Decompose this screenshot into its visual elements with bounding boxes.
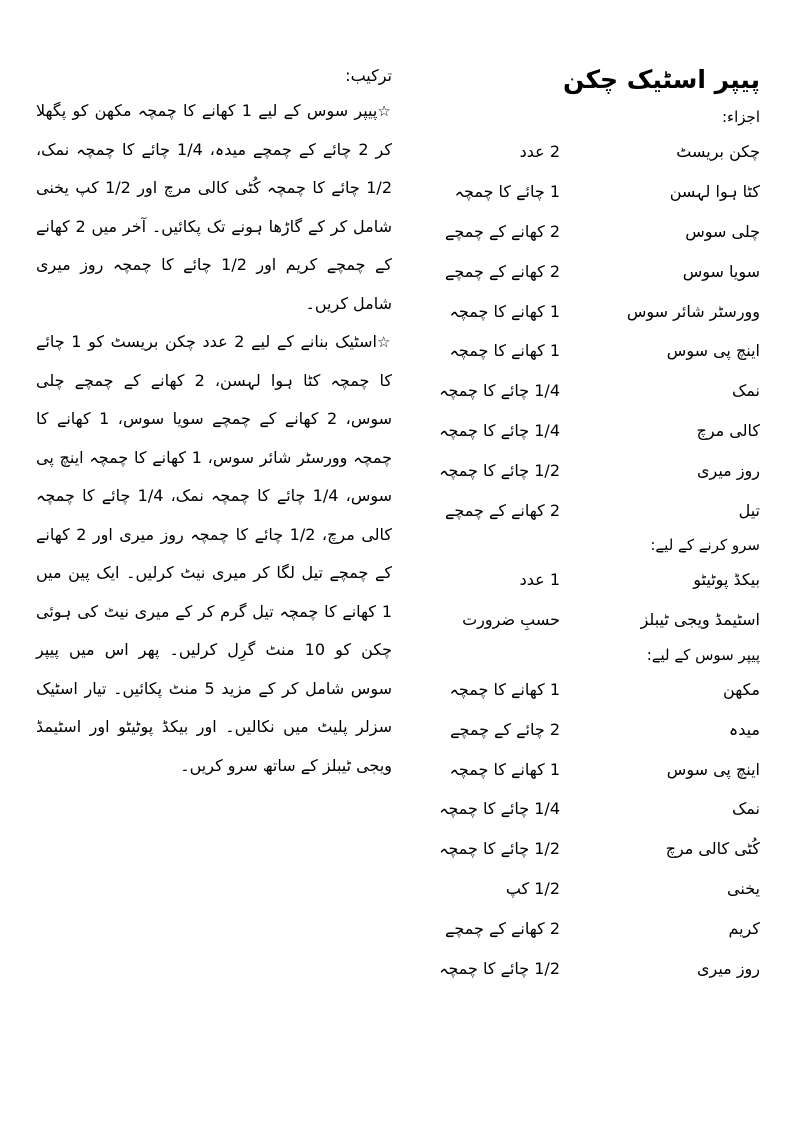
sauce-row — [445, 749, 760, 789]
serving-list — [445, 560, 760, 640]
ingredient-qty: 1 کھانے کا چمچہ — [449, 301, 560, 321]
sauce-row — [445, 908, 760, 948]
sauce-ingredient-name: میدہ — [728, 719, 760, 739]
sauce-ingredient-qty: 1/2 چائے کا چمچہ — [439, 958, 560, 978]
ingredient-row — [445, 291, 760, 331]
sauce-ingredient-qty: 1 کھانے کا چمچہ — [449, 759, 560, 779]
ingredient-qty: 1/4 چائے کا چمچہ — [439, 381, 560, 401]
sauce-row — [445, 670, 760, 710]
serving-heading: سرو کرنے کے لیے: — [650, 535, 760, 554]
ingredient-qty: 2 کھانے کے چمچے — [445, 500, 560, 520]
recipe-title: پیپر اسٹیک چکن — [563, 65, 760, 94]
ingredient-row — [445, 132, 760, 172]
ingredient-name: نمک — [731, 381, 760, 401]
sauce-ingredient-name: نمک — [731, 799, 760, 819]
sauce-ingredient-name: مکھن — [723, 679, 760, 699]
ingredient-name: کٹا ہوا لہسن — [669, 182, 760, 202]
method-heading: ترکیب: — [345, 66, 392, 85]
sauce-ingredient-name: کریم — [728, 918, 760, 938]
serving-name: بیکڈ پوٹیٹو — [693, 570, 760, 590]
ingredient-row — [445, 251, 760, 291]
ingredient-name: وورسٹر شائر سوس — [626, 301, 760, 321]
sauce-row — [445, 869, 760, 909]
ingredient-qty: 2 کھانے کے چمچے — [445, 261, 560, 281]
ingredient-qty: 2 عدد — [519, 142, 560, 162]
sauce-list — [439, 670, 760, 988]
sauce-ingredient-qty: 1/2 چائے کا چمچہ — [439, 839, 560, 859]
ingredients-column — [439, 58, 760, 988]
ingredients-list — [439, 132, 760, 530]
ingredient-row — [439, 411, 760, 451]
sauce-ingredient-name: یخنی — [727, 878, 760, 898]
method-step — [36, 323, 392, 785]
sauce-ingredient-name: روز میری — [696, 958, 760, 978]
sauce-row — [439, 948, 760, 988]
ingredient-name: چلی سوس — [685, 221, 760, 241]
serving-qty: 1 عدد — [519, 570, 560, 590]
ingredient-qty: 1 کھانے کا چمچہ — [449, 341, 560, 361]
star-icon: ☆ — [376, 333, 392, 351]
ingredient-qty: 2 کھانے کے چمچے — [445, 221, 560, 241]
ingredient-name: روز میری — [696, 460, 760, 480]
ingredient-name: سویا سوس — [682, 261, 760, 281]
sauce-row — [439, 789, 760, 829]
method-column — [36, 60, 392, 785]
method-step-text: اسٹیک بنانے کے لیے 2 عدد چکن بریسٹ کو 1 چائے کا چمچہ کٹا ہوا لہسن، 2 کھانے کے چمچے چلی سوس، 2 کھانے کے چمچے سویا سوس، 1 کھانے کا چمچہ وورسٹر شائر سوس، 1 کھانے کا چمچہ اینچ پی سوس، 1/4 چائے کا چمچہ نمک، 1/4 چائے کا چمچہ کالی مرچ، 1/2 چائے کا چمچہ روز میری اور 2 کھانے کے چمچے تیل لگا کر میری نیٹ کرلیں۔ ایک پین میں 1 کھانے کا چمچہ تیل گرم کر کے میری نیٹ کی ہوئی چکن کو 10 منٹ گرِل کرلیں۔ پھر اس میں پیپر سوس شامل کر کے مزید 5 منٹ پکائیں۔ تیار اسٹیک سزلر پلیٹ میں نکالیں۔ اور بیکڈ پوٹیٹو اور اسٹیمڈ ویجی ٹیبلز کے ساتھ سرو کریں۔ — [36, 332, 393, 775]
sauce-ingredient-qty: 1/2 کپ — [505, 878, 560, 898]
sauce-ingredient-name: اینچ پی سوس — [666, 759, 760, 779]
ingredient-qty: 1/2 چائے کا چمچہ — [439, 460, 560, 480]
sauce-heading: پیپر سوس کے لیے: — [646, 645, 760, 664]
serving-name: اسٹیمڈ ویجی ٹیبلز — [640, 610, 760, 630]
sauce-ingredient-qty: 2 کھانے کے چمچے — [445, 918, 560, 938]
ingredient-row — [445, 172, 760, 212]
serving-row — [445, 600, 760, 640]
ingredient-name: چکن بریسٹ — [676, 142, 760, 162]
serving-row — [445, 560, 760, 600]
ingredient-qty: 1/4 چائے کا چمچہ — [439, 420, 560, 440]
ingredient-name: اینچ پی سوس — [666, 341, 760, 361]
method-step — [36, 92, 392, 323]
sauce-row — [445, 709, 760, 749]
ingredient-name: تیل — [738, 500, 760, 520]
sauce-ingredient-qty: 1 کھانے کا چمچہ — [449, 679, 560, 699]
ingredient-row — [445, 331, 760, 371]
sauce-ingredient-qty: 1/4 چائے کا چمچہ — [439, 799, 560, 819]
method-step-text: پیپر سوس کے لیے 1 کھانے کا چمچہ مکھن کو پگھلا کر 2 چائے کے چمچے میدہ، 1/4 چائے کا چمچہ نمک، 1/2 چائے کا چمچہ کُٹی کالی مرچ اور 1/2 کپ یخنی شامل کر کے گاڑھا ہونے تک پکائیں۔ آخر میں 2 کھانے کے چمچے کریم اور 1/2 چائے کا چمچہ روز میری شامل کریں۔ — [36, 101, 392, 313]
ingredient-row — [445, 490, 760, 530]
ingredients-heading: اجزاء: — [722, 108, 760, 126]
sauce-ingredient-name: کُٹی کالی مرچ — [665, 839, 760, 859]
ingredient-qty: 1 چائے کا چمچہ — [454, 182, 560, 202]
star-icon: ☆ — [377, 102, 392, 120]
serving-qty: حسبِ ضرورت — [462, 610, 560, 630]
sauce-ingredient-qty: 2 چائے کے چمچے — [450, 719, 560, 739]
ingredient-row — [445, 212, 760, 252]
sauce-row — [439, 829, 760, 869]
ingredient-row — [439, 450, 760, 490]
ingredient-name: کالی مرچ — [696, 420, 760, 440]
ingredient-row — [439, 371, 760, 411]
